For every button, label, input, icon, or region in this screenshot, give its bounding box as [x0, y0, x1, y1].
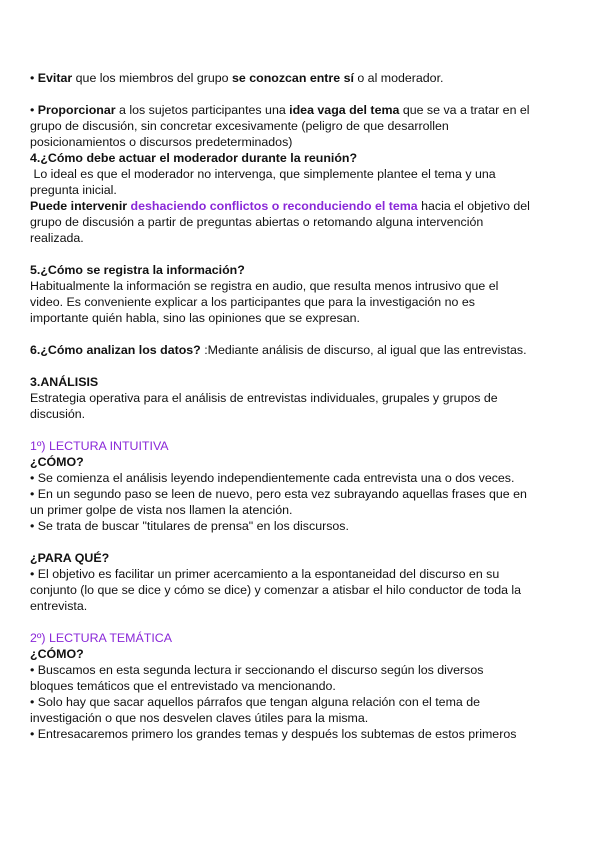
- heading-lectura-intuitiva: 1º) LECTURA INTUITIVA: [30, 439, 169, 453]
- bullet-evitar: [30, 70, 530, 86]
- heading-q4: 4.¿Cómo debe actuar el moderador durante la reunión?: [30, 151, 358, 165]
- bullet-mark: •: [30, 103, 38, 117]
- text-proporcionar-1: a los sujetos participantes una: [115, 103, 290, 117]
- subheading-como-2: ¿CÓMO?: [30, 647, 84, 661]
- highlight-deshaciendo: deshaciendo conflictos o reconduciendo el tema: [130, 199, 418, 213]
- q4-line1: Lo ideal es que el moderador no intervenga, que simplemente plantee el tema y una pregunta inicial.: [30, 167, 500, 197]
- text-proporcionar-2: que se va a tratar en el grupo de discusión, sin concretar excesivamente (peligro de que desarrollen posicionamientos o discursos predeterminados): [30, 103, 530, 149]
- bullet-mark: •: [30, 71, 38, 85]
- bold-puede-intervenir: Puede intervenir: [30, 199, 128, 213]
- bold-conozcan: se conozcan entre sí: [232, 71, 354, 85]
- list-item: • Entresacaremos primero los grandes temas y después los subtemas de estos primeros: [30, 727, 517, 741]
- list-item: • Se trata de buscar "titulares de prensa" en los discursos.: [30, 519, 349, 533]
- list-item: • Se comienza el análisis leyendo independientemente cada entrevista una o dos veces.: [30, 471, 515, 485]
- heading-q5: 5.¿Cómo se registra la información?: [30, 263, 245, 277]
- list-item: • En un segundo paso se leen de nuevo, pero esta vez subrayando aquellas frases que en un primer golpe de vista nos llamen la atención.: [30, 487, 527, 517]
- analisis-body: Estrategia operativa para el análisis de entrevistas individuales, grupales y grupos de discusión.: [30, 391, 498, 421]
- bold-idea-vaga: idea vaga del tema: [289, 103, 400, 117]
- bold-proporcionar: Proporcionar: [37, 103, 116, 117]
- heading-q6: 6.¿Cómo analizan los datos?: [30, 343, 201, 357]
- q6-line: [30, 342, 530, 358]
- subheading-para-que: ¿PARA QUÉ?: [30, 551, 110, 565]
- subheading-como-1: ¿CÓMO?: [30, 455, 84, 469]
- q4-paragraph: [30, 198, 530, 246]
- bullet-proporcionar: [30, 102, 530, 150]
- q4-rest: hacia el objetivo del grupo de discusión a partir de preguntas abiertas o retomando alguna intervención realizada.: [30, 199, 530, 245]
- list-item: • Solo hay que sacar aquellos párrafos que tengan alguna relación con el tema de investigación o que nos desvelen claves útiles para la misma.: [30, 695, 481, 725]
- para-que-text: • El objetivo es facilitar un primer acercamiento a la espontaneidad del discurso en su conjunto (lo que se dice y cómo se dice) y comenzar a atisbar el hilo conductor de toda la entrevista.: [30, 567, 522, 613]
- q5-body: Habitualmente la información se registra en audio, que resulta menos intrusivo que el video. Es conveniente explicar a los participantes que para la investigación no es importante quién habla, sino las opiniones que se expresan.: [30, 279, 499, 325]
- heading-analisis: 3.ANÁLISIS: [30, 375, 99, 389]
- text-evitar-1: que los miembros del grupo: [72, 71, 233, 85]
- bold-evitar: Evitar: [37, 71, 73, 85]
- heading-lectura-tematica: 2º) LECTURA TEMÁTICA: [30, 631, 172, 645]
- q6-text: :Mediante análisis de discurso, al igual que las entrevistas.: [200, 343, 527, 357]
- list-item: • Buscamos en esta segunda lectura ir seccionando el discurso según los diversos bloques temáticos que el entrevistado va mencionando.: [30, 663, 484, 693]
- text-evitar-2: o al moderador.: [353, 71, 444, 85]
- document-content: [30, 70, 530, 742]
